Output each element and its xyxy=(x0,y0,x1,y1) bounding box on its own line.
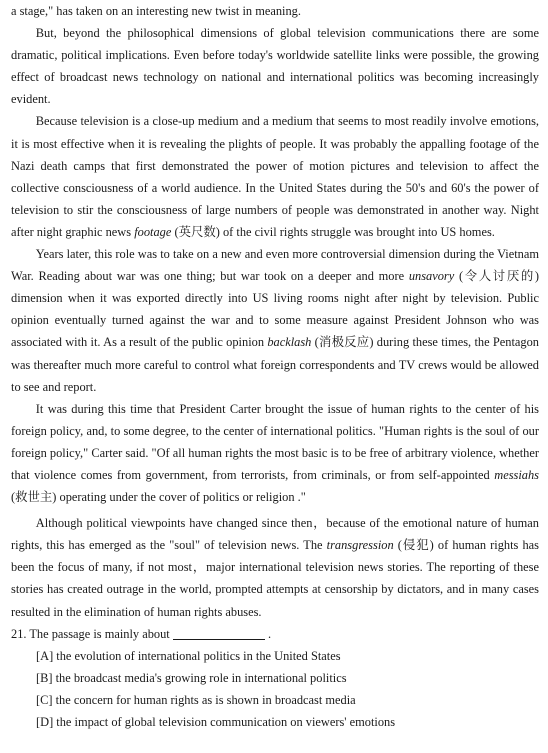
text-run: Years later, this role was to take on a new and even more controversial dimension during the Vietnam War. Reading about war was one thing; but war took on a deeper and more xyxy=(11,247,539,284)
answer-blank xyxy=(173,626,265,640)
option-b: [B] the broadcast media's growing role in international politics xyxy=(36,670,347,685)
question-end: . xyxy=(264,626,272,641)
paragraph xyxy=(11,0,539,22)
italic-term: transgression xyxy=(326,538,394,553)
option-a: [A] the evolution of international politics in the United States xyxy=(36,648,341,663)
italic-term: footage xyxy=(134,224,172,239)
italic-term: messiahs xyxy=(494,467,539,482)
question-stem: 21. The passage is mainly about xyxy=(11,626,170,641)
option-d: [D] the impact of global television communication on viewers' emotions xyxy=(36,715,396,729)
paragraph xyxy=(11,243,539,398)
option-c: [C] the concern for human rights as is shown in broadcast media xyxy=(36,692,356,707)
italic-term: unsavory xyxy=(408,269,455,284)
text-run: (侵犯) of human rights has been the focus of many, if not most，major international television news stories. The reporting of these stories has created outrage in the world, prompted attempts at censorship by dictators, and in many cases resulted in the elimination of human rights abuses. xyxy=(11,538,540,619)
paragraph xyxy=(11,512,539,622)
text-run: (令人讨厌的) dimension when it was exported directly into US living rooms night after night by television. Public opinion eventually turned against the war and to some measure against President Johnson who was associated with it. As a result of the public opinion xyxy=(11,269,539,350)
paragraph xyxy=(11,22,539,110)
text-run: a stage," has taken on an interesting new twist in meaning. xyxy=(11,4,301,18)
passage xyxy=(11,0,539,623)
question-21 xyxy=(11,623,539,645)
answer-options xyxy=(11,645,539,733)
text-run: (救世主) operating under the cover of politics or religion ." xyxy=(11,490,306,505)
text-run: Although political viewpoints have changed since then，because of the emotional nature of human rights, this has emerged as the "soul" of television news. The xyxy=(11,516,539,553)
text-run: It was during this time that President Carter brought the issue of human rights to the center of his foreign policy, and, to some degree, to the center of international politics. "Human rights is the soul of our foreign policy," Carter said. "Of all human rights the most basic is to be free of arbitrary violence, whether that violence comes from government, from terrorists, from criminals, or from self-appointed xyxy=(11,401,539,482)
text-run: (英尺数) of the civil rights struggle was brought into US homes. xyxy=(171,224,495,239)
paragraph xyxy=(11,110,539,243)
paragraph xyxy=(11,398,539,508)
italic-term: backlash xyxy=(267,335,312,350)
text-run: Because television is a close-up medium and a medium that seems to most readily involve emotions, it is most effective when it is revealing the plights of people. It was probably the appalling footage of the Nazi death camps that first demonstrated the power of motion pictures and television to affect the collective consciousness of a world audience. In the United States during the 50's and 60's the power of television to stir the consciousness of large numbers of people was demonstrated in another way. Night after night graphic news xyxy=(11,114,539,239)
text-run: But, beyond the philosophical dimensions of global television communications there are some dramatic, political implications. Even before today's worldwide satellite links were possible, the growing effect of broadcast news technology on national and international politics was becoming increasingly evident. xyxy=(11,26,539,107)
text-run: (消极反应) during these times, the Pentagon was thereafter much more careful to control what foreign correspondents and TV crews would be allowed to see and report. xyxy=(11,335,539,394)
